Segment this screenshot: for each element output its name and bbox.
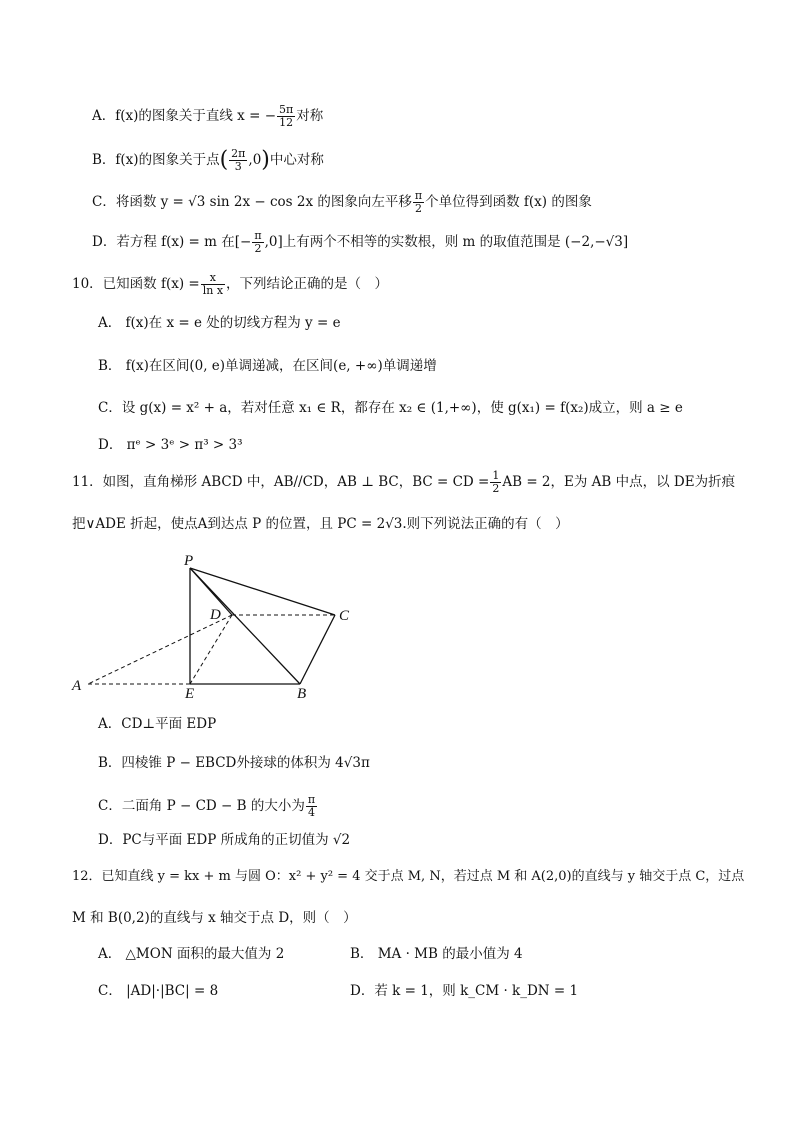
q11-option-c: C．二面角 P − CD − B 的大小为 $\frac{\pi}{4}$ [98, 793, 316, 819]
q12-option-b: B． MA · MB 的最小值为 4 [350, 946, 523, 962]
label-C: C [339, 608, 350, 624]
q10-option-d: D． πᵉ > 3ᵉ > π³ > 3³ [98, 437, 243, 453]
fraction: $\frac{\pi}{4}$ [307, 793, 316, 819]
q12-stem-line2: M 和 B(0,2)的直线与 x 轴交于点 D，则（ ） [72, 910, 357, 926]
label-D: D [210, 607, 221, 623]
label-B: B [297, 686, 307, 698]
q11-stem-line1: 11．如图，直角梯形 ABCD 中，AB//CD，AB ⊥ BC，BC = CD = $\frac{1}{2}$ AB = 2，E为 AB 中点，以 DE为折痕 [72, 469, 736, 495]
fraction: $\frac{\pi}{2}$ [254, 229, 262, 255]
q9-option-a: A．f(x)的图象关于直线 x = − $\frac{5\pi}{12}$ 对称 [92, 103, 324, 129]
dashed-DA [88, 615, 232, 684]
q10-option-a: A． f(x)在 x = e 处的切线方程为 y = e [98, 315, 341, 331]
q10-option-c: C．设 g(x) = x² + a，若对任意 x₁ ∈ R，都存在 x₂ ∈ (1,+∞)，使 g(x₁) = f(x₂)成立，则 a ≥ e [98, 400, 683, 416]
label-E: E [185, 686, 195, 698]
q12-option-d: D．若 k = 1，则 k_CM · k_DN = 1 [350, 983, 579, 999]
q11-option-b: B．四棱锥 P − EBCD外接球的体积为 4√3π [98, 755, 370, 771]
q11-option-d: D．PC与平面 EDP 所成角的正切值为 √2 [98, 832, 351, 848]
fraction: $\frac{5\pi}{12}$ [279, 103, 294, 129]
q12-option-a: A． △MON 面积的最大值为 2 [98, 946, 285, 962]
q9-option-d: D．若方程 f(x) = m 在[− $\frac{\pi}{2}$ ,0]上有两个不相等的实数根，则 m 的取值范围是 (−2,−√3] [92, 229, 629, 255]
q12-option-c: C． |AD|·|BC| = 8 [98, 983, 219, 999]
q9-option-c: C．将函数 y = √3 sin 2x − cos 2x 的图象向左平移 $\frac{\pi}{2}$ 个单位得到函数 f(x) 的图象 [92, 189, 592, 215]
fraction: $\frac{2\pi}{3}$ [231, 147, 246, 173]
fraction: $\frac{\pi}{2}$ [414, 189, 423, 215]
fraction: $\frac{x}{\text{ln x}}$ [202, 271, 224, 297]
edge-BC [300, 615, 335, 684]
label-A: A [72, 678, 82, 694]
q11-option-a: A．CD⊥平面 EDP [98, 716, 217, 732]
trapezoid-fold-figure [60, 548, 360, 698]
q10-stem: 10．已知函数 f(x) = $\frac{x}{\text{ln x}}$ ，下列结论正确的是（ ） [72, 271, 389, 297]
q11-stem-line2: 把∨ADE 折起，使点A到达点 P 的位置，且 PC = 2√3.则下列说法正确的有（ ） [72, 516, 569, 532]
q12-stem-line1: 12．已知直线 y = kx + m 与圆 O：x² + y² = 4 交于点 M, N，若过点 M 和 A(2,0)的直线与 y 轴交于点 C，过点 [72, 869, 745, 884]
q10-option-b: B． f(x)在区间(0, e)单调递减，在区间(e, +∞)单调递增 [98, 358, 437, 374]
fraction: $\frac{1}{2}$ [492, 469, 500, 495]
q9-option-b: B．f(x)的图象关于点( $\frac{2\pi}{3}$ ,0)中心对称 [92, 147, 324, 173]
label-P: P [184, 553, 194, 569]
